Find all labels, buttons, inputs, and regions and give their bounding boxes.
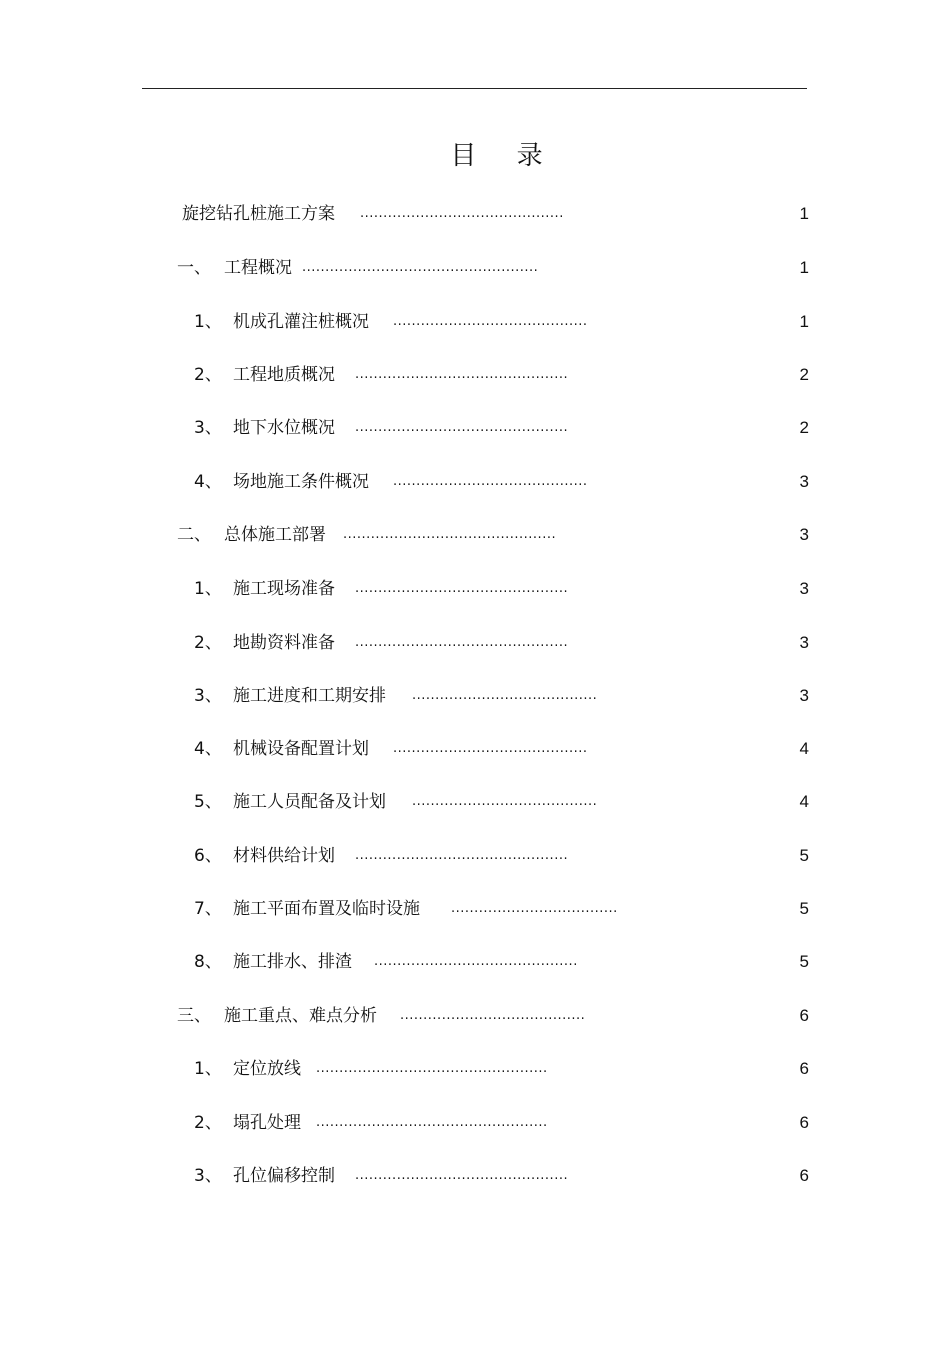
toc-leader: ........................................ <box>400 1008 586 1023</box>
toc-page: 3 <box>799 525 809 544</box>
toc-label: 场地施工条件概况 <box>233 472 369 492</box>
toc-page: 6 <box>799 1113 809 1132</box>
toc-label: 机成孔灌注桩概况 <box>233 312 369 332</box>
toc-number: 一、 <box>177 258 211 278</box>
toc-page: 3 <box>799 472 809 491</box>
toc-entry[interactable] <box>0 684 950 708</box>
toc-leader: .............................................. <box>343 527 557 542</box>
toc-page: 3 <box>799 579 809 598</box>
toc-label: 孔位偏移控制 <box>233 1166 335 1186</box>
toc-number: 1、 <box>194 312 222 332</box>
toc-label: 施工现场准备 <box>233 579 335 599</box>
toc-entry[interactable] <box>0 1164 950 1188</box>
toc-leader: .............................................. <box>355 367 569 382</box>
toc-label: 施工平面布置及临时设施 <box>233 899 420 919</box>
toc-leader: .............................................. <box>355 420 569 435</box>
toc-page: 2 <box>799 418 809 437</box>
toc-number: 2、 <box>194 365 222 385</box>
toc-entry[interactable] <box>0 1111 950 1135</box>
toc-label: 塌孔处理 <box>233 1113 301 1133</box>
toc-label: 施工进度和工期安排 <box>233 686 386 706</box>
toc-leader: ............................................ <box>360 206 564 221</box>
toc-leader: .......................................... <box>393 741 588 756</box>
page-title: 目 录 <box>450 141 559 171</box>
toc-leader: .................................................. <box>316 1061 548 1076</box>
toc-number: 1、 <box>194 579 222 599</box>
toc-label: 地下水位概况 <box>233 418 335 438</box>
toc-number: 3、 <box>194 1166 222 1186</box>
toc-label: 施工人员配备及计划 <box>233 792 386 812</box>
toc-label: 材料供给计划 <box>233 846 335 866</box>
toc-number: 三、 <box>177 1006 211 1026</box>
header-rule <box>142 88 807 89</box>
toc-page: 4 <box>799 792 809 811</box>
toc-entry[interactable] <box>0 416 950 440</box>
toc-entry[interactable] <box>0 363 950 387</box>
toc-leader: .............................................. <box>355 848 569 863</box>
toc-label: 工程地质概况 <box>233 365 335 385</box>
toc-leader: .............................................. <box>355 635 569 650</box>
toc-leader: ............................................ <box>374 954 578 969</box>
toc-number: 7、 <box>194 899 222 919</box>
toc-label: 工程概况 <box>224 258 292 278</box>
toc-number: 3、 <box>194 686 222 706</box>
toc-entry[interactable] <box>0 737 950 761</box>
toc-leader: .............................................. <box>355 581 569 596</box>
toc-entry[interactable] <box>0 310 950 334</box>
toc-page: 5 <box>799 952 809 971</box>
toc-entry[interactable] <box>0 844 950 868</box>
toc-number: 8、 <box>194 952 222 972</box>
toc-leader: .............................................. <box>355 1168 569 1183</box>
toc-entry[interactable] <box>0 523 950 547</box>
toc-leader: ........................................ <box>412 688 598 703</box>
toc-number: 4、 <box>194 472 222 492</box>
toc-label: 总体施工部署 <box>224 525 326 545</box>
toc-number: 5、 <box>194 792 222 812</box>
toc-entry[interactable] <box>0 256 950 280</box>
toc-number: 2、 <box>194 633 222 653</box>
toc-page: 1 <box>799 204 809 223</box>
toc-leader: .......................................... <box>393 314 588 329</box>
toc-page: 4 <box>799 739 809 758</box>
toc-label: 施工排水、排渣 <box>233 952 352 972</box>
toc-label: 地勘资料准备 <box>233 633 335 653</box>
toc-number: 1、 <box>194 1059 222 1079</box>
toc-page: 5 <box>799 846 809 865</box>
toc-leader: .................................... <box>451 901 618 916</box>
toc-page: 3 <box>799 686 809 705</box>
toc-page: 6 <box>799 1059 809 1078</box>
toc-entry[interactable] <box>0 631 950 655</box>
toc-entry[interactable] <box>0 577 950 601</box>
toc-page: 6 <box>799 1006 809 1025</box>
toc-page: 2 <box>799 365 809 384</box>
toc-label: 定位放线 <box>233 1059 301 1079</box>
toc-label: 旋挖钻孔桩施工方案 <box>182 204 335 224</box>
toc-entry[interactable] <box>0 950 950 974</box>
toc-leader: .................................................. <box>316 1115 548 1130</box>
toc-page: 3 <box>799 633 809 652</box>
toc-label: 施工重点、难点分析 <box>224 1006 377 1026</box>
toc-entry[interactable] <box>0 1057 950 1081</box>
toc-number: 6、 <box>194 846 222 866</box>
toc-page: 1 <box>799 312 809 331</box>
toc-leader: ........................................ <box>412 794 598 809</box>
toc-number: 二、 <box>177 525 211 545</box>
toc-entry[interactable] <box>0 790 950 814</box>
toc-number: 3、 <box>194 418 222 438</box>
toc-leader: .......................................... <box>393 474 588 489</box>
toc-page: 1 <box>799 258 809 277</box>
toc-entry[interactable] <box>0 202 950 226</box>
toc-number: 4、 <box>194 739 222 759</box>
toc-label: 机械设备配置计划 <box>233 739 369 759</box>
toc-leader: ................................................... <box>302 260 539 275</box>
toc-entry[interactable] <box>0 470 950 494</box>
toc-number: 2、 <box>194 1113 222 1133</box>
toc-entry[interactable] <box>0 1004 950 1028</box>
toc-entry[interactable] <box>0 897 950 921</box>
toc-page: 5 <box>799 899 809 918</box>
toc-page: 6 <box>799 1166 809 1185</box>
